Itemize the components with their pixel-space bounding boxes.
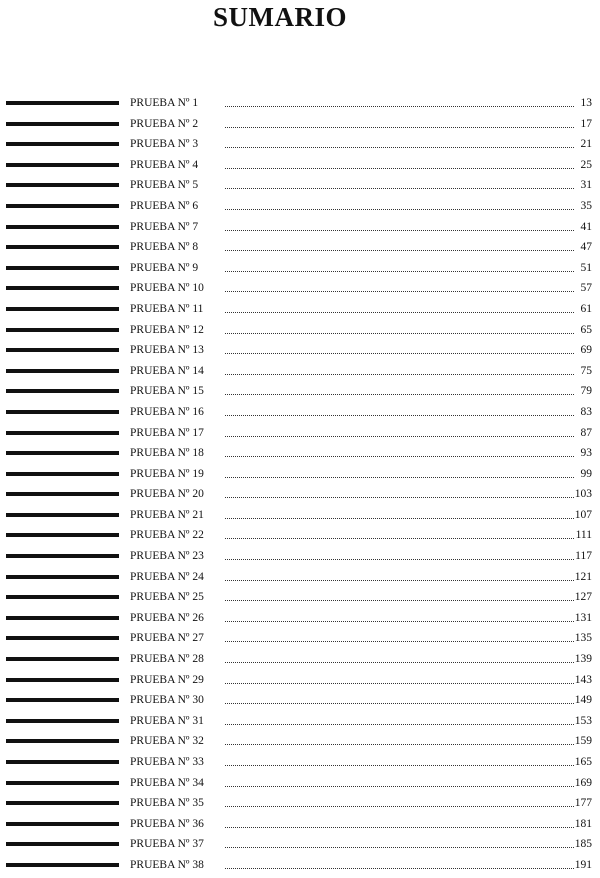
double-rule-decoration	[6, 863, 119, 867]
toc-entry[interactable]	[0, 402, 600, 423]
toc-entry[interactable]	[0, 93, 600, 114]
toc-entry[interactable]	[0, 464, 600, 485]
toc-entry-page-number: 121	[574, 570, 592, 583]
toc-entry-label: PRUEBA Nº 14	[130, 364, 204, 377]
toc-entry-page-number: 153	[574, 714, 592, 727]
dot-leader	[225, 415, 574, 416]
toc-entry-page-number: 99	[580, 467, 592, 480]
toc-entry[interactable]	[0, 443, 600, 464]
toc-entry[interactable]	[0, 505, 600, 526]
toc-entry-page-number: 65	[580, 323, 592, 336]
double-rule-decoration	[6, 842, 119, 846]
double-rule-decoration	[6, 616, 119, 620]
dot-leader	[225, 250, 574, 251]
toc-entry-page-number: 111	[575, 529, 592, 542]
toc-entry-page-number: 17	[580, 117, 592, 130]
double-rule-decoration	[6, 286, 119, 290]
toc-entry[interactable]	[0, 278, 600, 299]
toc-entry-label: PRUEBA Nº 6	[130, 199, 199, 212]
double-rule-decoration	[6, 328, 119, 332]
toc-entry-page-number: 13	[580, 97, 592, 109]
toc-entry-page-number: 57	[580, 282, 592, 295]
double-rule-decoration	[6, 760, 119, 764]
dot-leader	[225, 724, 574, 725]
toc-entry-label: PRUEBA Nº 25	[130, 591, 204, 604]
double-rule-decoration	[6, 245, 119, 249]
toc-entry[interactable]	[0, 299, 600, 320]
toc-entry-label: PRUEBA Nº 9	[130, 261, 199, 274]
toc-entry-page-number: 87	[580, 426, 592, 439]
double-rule-decoration	[6, 781, 119, 785]
toc-entry-page-number: 31	[580, 179, 592, 192]
toc-entry-page-number: 165	[574, 756, 592, 768]
dot-leader	[225, 291, 574, 292]
toc-entry-label: PRUEBA Nº 33	[130, 756, 204, 768]
double-rule-decoration	[6, 595, 119, 599]
toc-entry-page-number: 131	[574, 611, 592, 624]
toc-entry[interactable]	[0, 814, 600, 835]
double-rule-decoration	[6, 163, 119, 167]
toc-entry-label: PRUEBA Nº 10	[130, 282, 204, 295]
toc-entry[interactable]	[0, 752, 600, 773]
dot-leader	[225, 868, 574, 869]
dot-leader	[225, 374, 574, 375]
dot-leader	[225, 600, 574, 601]
toc-entry-label: PRUEBA Nº 27	[130, 632, 204, 645]
toc-entry-page-number: 143	[574, 673, 592, 686]
toc-entry-label: PRUEBA Nº 5	[130, 179, 199, 192]
toc-entry-label: PRUEBA Nº 37	[130, 838, 204, 851]
toc-entry-label: PRUEBA Nº 2	[130, 117, 199, 130]
toc-entry-label: PRUEBA Nº 32	[130, 735, 204, 748]
toc-entry-page-number: 139	[574, 653, 592, 666]
double-rule-decoration	[6, 513, 119, 517]
toc-entry[interactable]	[0, 793, 600, 814]
toc-entry-label: PRUEBA Nº 29	[130, 673, 204, 686]
toc-entry-page-number: 159	[574, 735, 592, 748]
toc-entry-label: PRUEBA Nº 19	[130, 467, 204, 480]
double-rule-decoration	[6, 225, 119, 229]
dot-leader	[225, 559, 574, 560]
dot-leader	[225, 188, 574, 189]
double-rule-decoration	[6, 266, 119, 270]
toc-entry[interactable]	[0, 134, 600, 155]
toc-entry[interactable]	[0, 423, 600, 444]
toc-entry-label: PRUEBA Nº 28	[130, 653, 204, 666]
toc-entry-label: PRUEBA Nº 11	[130, 302, 204, 315]
toc-entry-label: PRUEBA Nº 38	[130, 858, 204, 871]
dot-leader	[225, 147, 574, 148]
toc-entry-label: PRUEBA Nº 17	[130, 426, 204, 439]
dot-leader	[225, 703, 574, 704]
toc-entry-page-number: 21	[580, 138, 592, 151]
dot-leader	[225, 765, 574, 766]
toc-entry-page-number: 93	[580, 447, 592, 460]
double-rule-decoration	[6, 122, 119, 126]
dot-leader	[225, 497, 574, 498]
toc-entry-page-number: 107	[574, 508, 592, 521]
double-rule-decoration	[6, 389, 119, 393]
toc-entry-label: PRUEBA Nº 21	[130, 508, 204, 521]
toc-entry-page-number: 83	[580, 405, 592, 418]
toc-entry[interactable]	[0, 114, 600, 135]
toc-entry-page-number: 51	[580, 261, 592, 274]
toc-entry[interactable]	[0, 855, 600, 876]
dot-leader	[225, 477, 574, 478]
page-title: SUMARIO	[212, 2, 347, 32]
toc-entry-label: PRUEBA Nº 4	[130, 158, 199, 171]
double-rule-decoration	[6, 698, 119, 702]
toc-entry-page-number: 25	[580, 158, 592, 171]
double-rule-decoration	[6, 822, 119, 826]
double-rule-decoration	[6, 410, 119, 414]
double-rule-decoration	[6, 431, 119, 435]
toc-entry-label: PRUEBA Nº 8	[130, 241, 199, 254]
dot-leader	[225, 744, 574, 745]
toc-entry-page-number: 75	[580, 364, 592, 377]
toc-entry-label: PRUEBA Nº 24	[130, 570, 204, 583]
toc-entry[interactable]	[0, 361, 600, 382]
dot-leader	[225, 847, 574, 848]
dot-leader	[225, 538, 574, 539]
dot-leader	[225, 621, 574, 622]
double-rule-decoration	[6, 472, 119, 476]
dot-leader	[225, 786, 574, 787]
toc-entry-label: PRUEBA Nº 23	[130, 550, 204, 563]
dot-leader	[225, 518, 574, 519]
toc-entry[interactable]	[0, 546, 600, 567]
toc-entry-page-number: 177	[574, 797, 592, 810]
dot-leader	[225, 662, 574, 663]
double-rule-decoration	[6, 739, 119, 743]
toc-entry-label: PRUEBA Nº 20	[130, 488, 204, 501]
toc-entry-page-number: 61	[580, 302, 592, 315]
dot-leader	[225, 353, 574, 354]
double-rule-decoration	[6, 369, 119, 373]
toc-entry[interactable]	[0, 217, 600, 238]
toc-entry-label: PRUEBA Nº 30	[130, 694, 204, 707]
dot-leader	[225, 394, 574, 395]
toc-entry[interactable]	[0, 484, 600, 505]
toc-entry-label: PRUEBA Nº 13	[130, 344, 204, 357]
toc-entry-page-number: 127	[574, 591, 592, 604]
double-rule-decoration	[6, 678, 119, 682]
dot-leader	[225, 333, 574, 334]
toc-entry[interactable]	[0, 340, 600, 361]
dot-leader	[225, 436, 574, 437]
toc-entry-label: PRUEBA Nº 1	[130, 97, 199, 109]
toc-entry-page-number: 191	[574, 858, 592, 871]
double-rule-decoration	[6, 575, 119, 579]
toc-entry[interactable]	[0, 670, 600, 691]
toc-entry[interactable]	[0, 175, 600, 196]
double-rule-decoration	[6, 307, 119, 311]
toc-entry[interactable]	[0, 258, 600, 279]
toc-entry-page-number: 47	[580, 241, 592, 254]
dot-leader	[225, 806, 574, 807]
double-rule-decoration	[6, 348, 119, 352]
table-of-contents	[0, 93, 600, 876]
double-rule-decoration	[6, 204, 119, 208]
toc-entry[interactable]	[0, 711, 600, 732]
dot-leader	[225, 312, 574, 313]
toc-entry[interactable]	[0, 381, 600, 402]
toc-entry-label: PRUEBA Nº 31	[130, 714, 204, 727]
toc-entry-label: PRUEBA Nº 12	[130, 323, 204, 336]
toc-entry-label: PRUEBA Nº 36	[130, 817, 204, 830]
toc-entry[interactable]	[0, 608, 600, 629]
toc-entry[interactable]	[0, 567, 600, 588]
toc-entry-page-number: 135	[574, 632, 592, 645]
dot-leader	[225, 209, 574, 210]
dot-leader	[225, 271, 574, 272]
dot-leader	[225, 827, 574, 828]
toc-entry[interactable]	[0, 587, 600, 608]
dot-leader	[225, 127, 574, 128]
double-rule-decoration	[6, 533, 119, 537]
toc-entry[interactable]	[0, 773, 600, 794]
double-rule-decoration	[6, 451, 119, 455]
double-rule-decoration	[6, 554, 119, 558]
double-rule-decoration	[6, 719, 119, 723]
toc-entry[interactable]	[0, 628, 600, 649]
toc-entry-label: PRUEBA Nº 7	[130, 220, 199, 233]
toc-entry-label: PRUEBA Nº 15	[130, 385, 204, 398]
toc-entry-label: PRUEBA Nº 22	[130, 529, 204, 542]
double-rule-decoration	[6, 492, 119, 496]
toc-entry[interactable]	[0, 731, 600, 752]
toc-entry-page-number: 35	[580, 199, 592, 212]
double-rule-decoration	[6, 183, 119, 187]
double-rule-decoration	[6, 657, 119, 661]
toc-entry-label: PRUEBA Nº 3	[130, 138, 199, 151]
toc-entry[interactable]	[0, 690, 600, 711]
toc-entry[interactable]	[0, 155, 600, 176]
toc-entry-page-number: 149	[574, 694, 592, 707]
toc-entry[interactable]	[0, 834, 600, 855]
toc-entry[interactable]	[0, 649, 600, 670]
dot-leader	[225, 106, 574, 107]
toc-entry-page-number: 79	[580, 385, 592, 398]
double-rule-decoration	[6, 142, 119, 146]
double-rule-decoration	[6, 636, 119, 640]
double-rule-decoration	[6, 801, 119, 805]
toc-entry-page-number: 69	[580, 344, 592, 357]
toc-entry-page-number: 181	[574, 817, 592, 830]
toc-entry-page-number: 103	[574, 488, 592, 501]
toc-entry-label: PRUEBA Nº 16	[130, 405, 204, 418]
dot-leader	[225, 456, 574, 457]
toc-entry[interactable]	[0, 196, 600, 217]
toc-entry-page-number: 169	[574, 776, 592, 789]
dot-leader	[225, 230, 574, 231]
toc-entry[interactable]	[0, 525, 600, 546]
toc-entry-label: PRUEBA Nº 26	[130, 611, 204, 624]
toc-entry[interactable]	[0, 237, 600, 258]
double-rule-decoration	[6, 101, 119, 105]
toc-entry-page-number: 117	[575, 550, 592, 563]
dot-leader	[225, 641, 574, 642]
dot-leader	[225, 683, 574, 684]
toc-entry-page-number: 41	[580, 220, 592, 233]
toc-entry[interactable]	[0, 320, 600, 341]
toc-entry-label: PRUEBA Nº 35	[130, 797, 204, 810]
dot-leader	[225, 168, 574, 169]
dot-leader	[225, 580, 574, 581]
toc-entry-page-number: 185	[574, 838, 592, 851]
toc-entry-label: PRUEBA Nº 18	[130, 447, 204, 460]
toc-entry-label: PRUEBA Nº 34	[130, 776, 204, 789]
